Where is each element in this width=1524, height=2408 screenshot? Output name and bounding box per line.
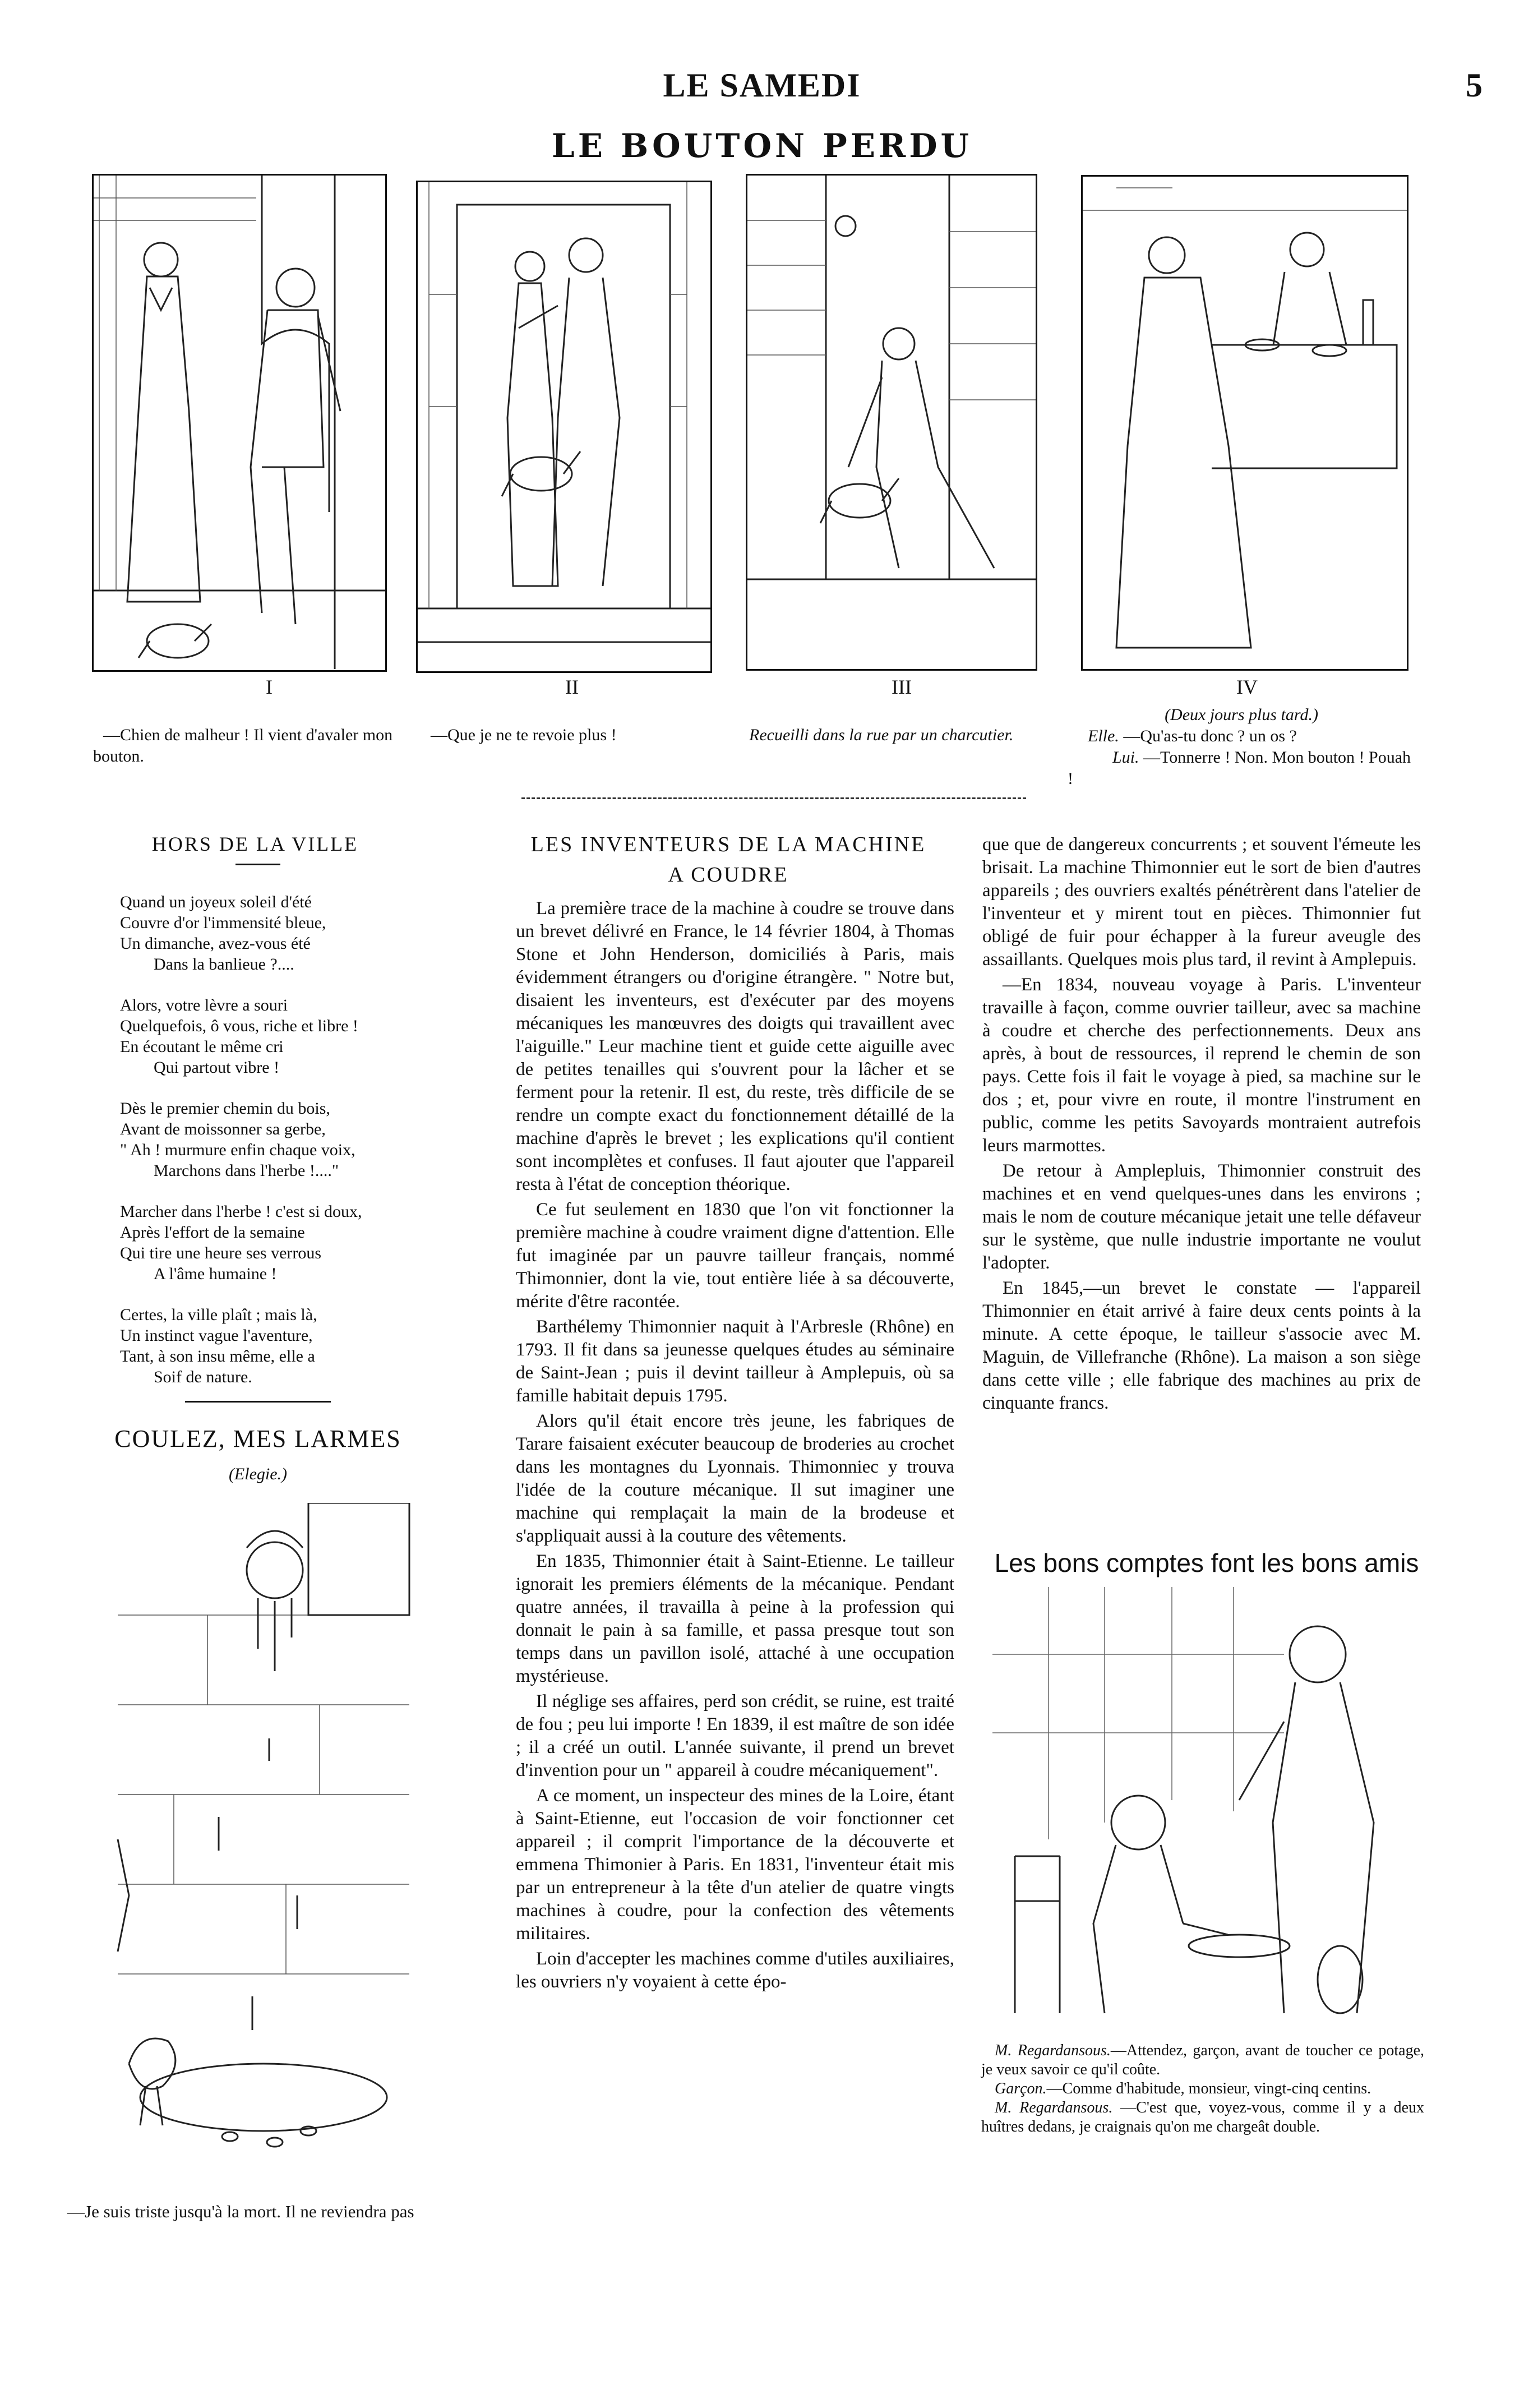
article-paragraph: Il néglige ses affaires, perd son crédit, se ruine, est traité de fou ; peu lui importe ! En 1839, il est maître de son idée ; il a créé un outil. L'année suivante, il prend un brevet d'invention pour un " appareil à coudre mécaniquement". [516,1691,954,1780]
panel-2-caption: —Que je ne te revoie plus ! [431,726,617,744]
poem-line: Dans la banlieue ?.... [154,955,294,974]
panel-2-illustration [418,182,710,671]
poem-line: Certes, la ville plaît ; mais là, [120,1306,317,1324]
poem-line: Quand un joyeux soleil d'été [120,893,312,911]
poem-line: Après l'effort de la semaine [120,1223,305,1242]
bons-comptes-title: Les bons comptes font les bons amis [994,1548,1419,1577]
bons-comptes-drawing [992,1587,1424,2024]
article-paragraph: Alors qu'il était encore très jeune, les fabriques de Tarare faisaient exécuter beaucoup de broderies au crochet dans les montagnes du Lyonnais. Thimonniec y trouva l'idée de la couture mécanique. Il sut imaginer une machine qui remplaçait la main de la brodeuse et s'appliquait aussi à la couture des vêtements. [516,1411,954,1546]
bons-speaker: M. Regardansous. [995,2042,1111,2059]
poem-stanza-3 [120,1098,412,1181]
poem-line: Soif de nature. [154,1368,252,1386]
poem-line: Avant de moissonner sa gerbe, [120,1120,326,1138]
panel-1-caption: —Chien de malheur ! Il vient d'avaler mon bouton. [93,726,393,765]
poem-line: En écoutant le même cri [120,1037,284,1056]
article-paragraph: La première trace de la machine à coudre se trouve dans un brevet délivré en France, le 14 février 1804, à Thomas Stone et John Henderson, domiciliés à Paris, mais évidemment étrangers ou d'origine étrangère. " Notre but, disaient les inventeurs, est d'exécuter par des moyens mécaniques les manœuvres des doigts qui travaillent avec l'aiguille." Leur machine tient et guide cette aiguille avec de petites tenailles qui s'ouvrent pour la lâcher et se ferment pour la retenir. Il est, du reste, très difficile de se rendre un compte exact du fonctionnement détaillé de la machine d'après le brevet ; les explications qu'il contient sont incomplètes et confuses. Il faut ajouter que l'appareil resta à l'état de conception théorique. [516,898,954,1194]
bons-speaker: M. Regardansous. [995,2099,1113,2116]
panel-3-caption [749,725,1052,746]
bons-line: —Attendez, garçon, avant de toucher ce potage, je veux savoir ce qu'il coûte. [981,2042,1424,2078]
article-title-line1: LES INVENTEURS DE LA MACHINE [530,833,926,856]
article-paragraph: —En 1834, nouveau voyage à Paris. L'inventeur travaille à façon, comme ouvrier tailleur, avec sa machine à coudre et cherche des perfectionnements. Deux ans après, à bout de ressources, il reprend le chemin de son pays. Cette fois il fait le voyage à pied, sa machine sur le dos ; et, pour vivre en route, il montre l'instrument en public, comme les petits Savoyards montraient autrefois leurs marmottes. [982,975,1421,1156]
poem-stanza-2 [120,995,412,1078]
bons-comptes-dialogue [981,2041,1424,2137]
panel-4-line-elle: —Qu'as-tu donc ? un os ? [1123,727,1297,745]
poem-line: " Ah ! murmure enfin chaque voix, [120,1141,355,1159]
article-paragraph: que que de dangereux concurrents ; et souvent l'émeute les brisait. La machine Thimonnier eut le sort de bien d'autres appareils ; des ouvriers exaltés pénétrèrent dans l'atelier de l'inventeur et y mirent tout en pièces. Thimonnier fut obligé de fuir pour échapper à la fureur aveugle des assaillants. Quelques mois plus tard, il revint à Amplepuis. [982,834,1421,970]
article-paragraph: Barthélemy Thimonnier naquit à l'Arbresle (Rhône) en 1793. Il fit dans sa jeunesse quelques études au séminaire de Saint-Jean ; puis il devint tailleur à Amplepuis, où sa famille habitait depuis 1795. [516,1317,954,1406]
elegy-drawing [107,1503,421,2187]
panel-1-number: I [266,676,273,698]
article-column-1 [516,897,954,1996]
panel-4-illustration [1083,177,1407,669]
panel-3-number: III [892,676,912,698]
panel-2-number: II [565,676,579,698]
poem-body [120,892,412,1408]
panel-4-number: IV [1236,676,1258,698]
panel-3-illustration [747,176,1036,669]
comic-strip-title: LE BOUTON PERDU [551,127,973,165]
panel-4-caption [1068,704,1415,790]
article-paragraph: Ce fut seulement en 1830 que l'on vit fonctionner la première machine à coudre vraiment digne d'attention. Elle fut imaginée par un pauvre tailleur français, nommé Thimonnier, dont la vie, tout entière liée à sa découverte, mérite d'être racontée. [516,1200,954,1312]
article-paragraph: Loin d'accepter les machines comme d'utiles auxiliaires, les ouvriers n'y voyaient à cette épo- [516,1949,954,1992]
comic-panel-4 [1081,175,1408,671]
poem-line: Un dimanche, avez-vous été [120,934,311,953]
newspaper-title: LE SAMEDI [663,67,861,104]
poem-end-rule [185,1401,331,1403]
comic-panel-1 [92,174,387,672]
poem-title: HORS DE LA VILLE [151,833,359,855]
panel-4-speaker-elle: Elle. [1088,727,1119,745]
article-paragraph: En 1835, Thimonnier était à Saint-Etienne. Le tailleur ignorait les premiers éléments de la mécanique. Pendant quatre années, il travailla à peine à la profession qui donnait le pain à sa famille, et passa presque tout son temps dans un pavillon isolé, attaché à une occupation mystérieuse. [516,1551,954,1686]
poem-line: A l'âme humaine ! [154,1265,277,1283]
bons-comptes-illustration [992,1587,1424,2024]
bons-line: —C'est que, voyez-vous, comme il y a deux huîtres dedans, je craignais qu'on me chargeât double. [981,2099,1425,2135]
poem-line: Couvre d'or l'immensité bleue, [120,914,326,932]
elegy-illustration [107,1503,421,2187]
poem-line: Alors, votre lèvre a souri [120,996,288,1014]
poem-line: Dès le premier chemin du bois, [120,1099,330,1118]
elegy-subtitle: (Elegie.) [228,1465,288,1483]
article-paragraph: A ce moment, un inspecteur des mines de la Loire, étant à Saint-Etienne, eut l'occasion de voir fonctionner cet appareil ; il comprit l'importance de la découverte et emmena Thimonier à Paris. En 1831, l'inventeur était mis par un entrepreneur à la tête d'un atelier de quatre vingts machines à coudre, pour la confection des vêtements militaires. [516,1786,954,1944]
comic-panel-3 [746,174,1037,671]
panel-1-illustration [94,176,385,670]
bons-speaker: Garçon. [995,2080,1047,2097]
poem-line: Marcher dans l'herbe ! c'est si doux, [120,1202,362,1221]
poem-stanza-1 [120,892,412,975]
comic-panel-2 [416,181,712,673]
poem-line: Un instinct vague l'aventure, [120,1326,313,1345]
article-paragraph: De retour à Amplepluis, Thimonnier construit des machines et en vend quelques-unes dans les environs ; mais le nom de couture mécanique jetait une telle défaveur sur le système, que nulle industrie importante ne voulut l'adopter. [982,1161,1421,1273]
poem-title-rule [235,864,280,865]
strip-divider [521,797,1026,799]
poem-stanza-5 [120,1304,412,1387]
panel-4-line-lui: —Tonnerre ! Non. Mon bouton ! Pouah ! [1068,748,1411,788]
page-number: 5 [1466,67,1483,104]
panel-4-note: (Deux jours plus tard.) [1165,705,1318,724]
article-title-line2: A COUDRE [668,863,789,887]
article-column-2 [982,833,1421,1417]
panel-3-caption-text: Recueilli dans la rue par un charcutier. [749,726,1014,744]
poem-line: Tant, à son insu même, elle a [120,1347,315,1366]
elegy-caption: —Je suis triste jusqu'à la mort. Il ne reviendra pas [67,2202,414,2221]
poem-line: Quelquefois, ô vous, riche et libre ! [120,1017,358,1035]
poem-line: Qui tire une heure ses verrous [120,1244,322,1262]
elegy-title: COULEZ, MES LARMES [114,1425,401,1452]
poem-line: Qui partout vibre ! [154,1058,280,1077]
poem-stanza-4 [120,1201,412,1284]
panel-4-speaker-lui: Lui. [1112,748,1139,767]
poem-line: Marchons dans l'herbe !...." [154,1161,339,1180]
article-paragraph: En 1845,—un brevet le constate — l'appareil Thimonnier en était arrivé à faire deux cents points à la minute. A cette époque, le tailleur s'associe avec M. Maguin, de Villefranche (Rhône). La maison a son siège dans cette ville ; elle fabrique des machines au prix de cinquante francs. [982,1278,1421,1413]
bons-line: —Comme d'habitude, monsieur, vingt-cinq centins. [1046,2080,1371,2097]
